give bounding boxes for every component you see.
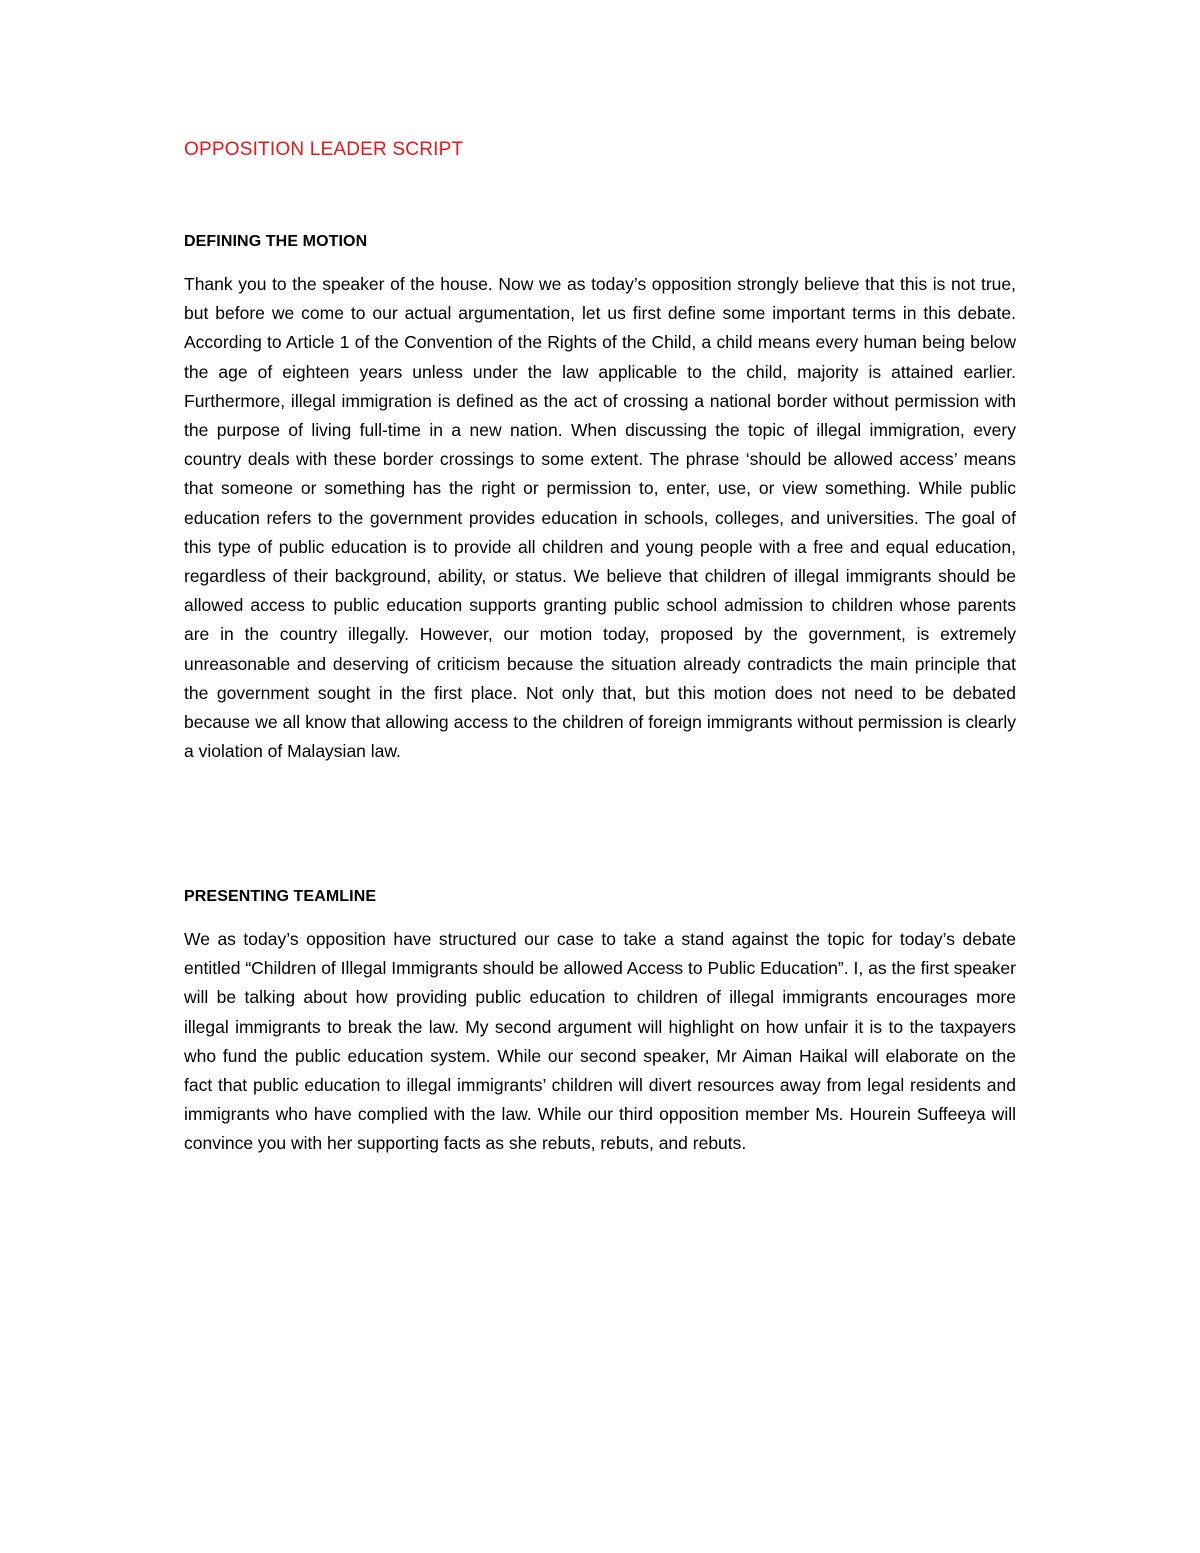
section-body-defining-the-motion: Thank you to the speaker of the house. Now we as today’s opposition strongly believe that this is not true, but before we come to our actual argumentation, let us first define some important terms in this debate. According to Article 1 of the Convention of the Rights of the Child, a child means every human being below the age of eighteen years unless under the law applicable to the child, majority is attained earlier. Furthermore, illegal immigration is defined as the act of crossing a national border without permission with the purpose of living full-time in a new nation. When discussing the topic of illegal immigration, every country deals with these border crossings to some extent. The phrase ‘should be allowed access’ means that someone or something has the right or permission to, enter, use, or view something. While public education refers to the government provides education in schools, colleges, and universities. The goal of this type of public education is to provide all children and young people with a free and equal education, regardless of their background, ability, or status. We believe that children of illegal immigrants should be allowed access to public education supports granting public school admission to children whose parents are in the country illegally. However, our motion today, proposed by the government, is extremely unreasonable and deserving of criticism because the situation already contradicts the main principle that the government sought in the first place. Not only that, but this motion does not need to be debated because we all know that allowing access to the children of foreign immigrants without permission is clearly a violation of Malaysian law. xyxy=(184,274,1016,762)
section-body-presenting-teamline: We as today’s opposition have structured our case to take a stand against the topic for today’s debate entitled “Children of Illegal Immigrants should be allowed Access to Public Education”. I, as the first speaker will be talking about how providing public education to children of illegal immigrants encourages more illegal immigrants to break the law. My second argument will highlight on how unfair it is to the taxpayers who fund the public education system. While our second speaker, Mr Aiman Haikal will elaborate on the fact that public education to illegal immigrants’ children will divert resources away from legal residents and immigrants who have complied with the law. While our third opposition member Ms. Hourein Suffeeya will convince you with her supporting facts as she rebuts, rebuts, and rebuts. xyxy=(184,929,1016,1154)
section-heading-defining-the-motion: DEFINING THE MOTION xyxy=(184,233,368,250)
section-heading-presenting-teamline: PRESENTING TEAMLINE xyxy=(184,888,377,905)
document-title: OPPOSITION LEADER SCRIPT xyxy=(184,139,464,160)
